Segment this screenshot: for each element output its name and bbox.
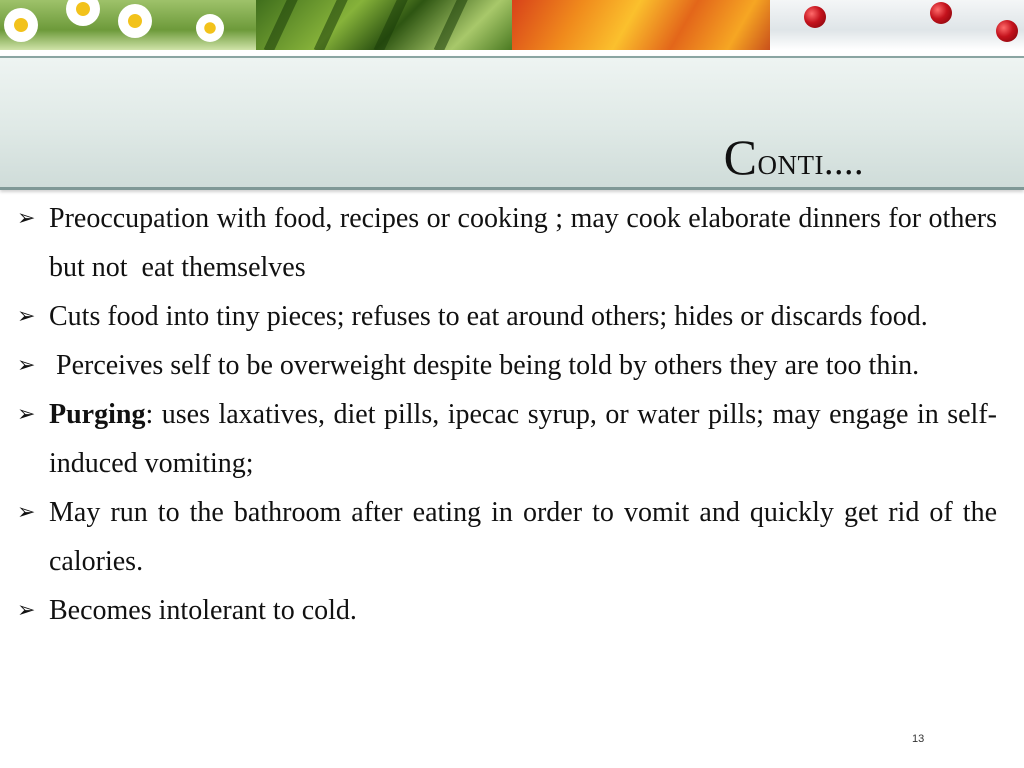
bullet-item (0, 488, 1004, 586)
arrowhead-bullet-icon: ➢ (17, 206, 36, 231)
bullet-item (0, 341, 997, 390)
autumn-leaves-image (512, 0, 770, 50)
summer-palm-image (256, 0, 512, 50)
arrowhead-bullet-icon: ➢ (17, 500, 36, 525)
spring-daisies-image (0, 0, 256, 50)
slide-content (0, 194, 1024, 635)
arrowhead-bullet-icon: ➢ (17, 353, 36, 378)
bullet-item (0, 194, 1004, 292)
slide-number: 13 (912, 733, 925, 745)
arrowhead-bullet-icon: ➢ (17, 304, 36, 329)
bullet-item (0, 390, 997, 488)
bullet-text: Preoccupation with food, recipes or cooking ; may cook elaborate dinners for others but not eat themselves (49, 203, 1004, 283)
arrowhead-bullet-icon: ➢ (17, 598, 36, 623)
slide-title: Conti.... (723, 129, 864, 185)
bullet-list (0, 194, 1024, 635)
bullet-text: Perceives self to be overweight despite being told by others they are too thin. (49, 350, 920, 381)
bullet-text: May run to the bathroom after eating in order to vomit and quickly get rid of the calories. (49, 497, 1004, 577)
bullet-item (0, 292, 997, 341)
bullet-text: Cuts food into tiny pieces; refuses to eat around others; hides or discards food. (49, 301, 928, 332)
arrowhead-bullet-icon: ➢ (17, 402, 36, 427)
bullet-bold-term: Purging (49, 399, 146, 430)
bullet-text: Becomes intolerant to cold. (49, 595, 357, 626)
bullet-item (0, 586, 997, 635)
title-bar (0, 56, 1024, 190)
seasonal-banner (0, 0, 1024, 50)
winter-berries-image (770, 0, 1024, 50)
bullet-text: : uses laxatives, diet pills, ipecac syrup, or water pills; may engage in self-induced vomiting; (49, 399, 997, 479)
